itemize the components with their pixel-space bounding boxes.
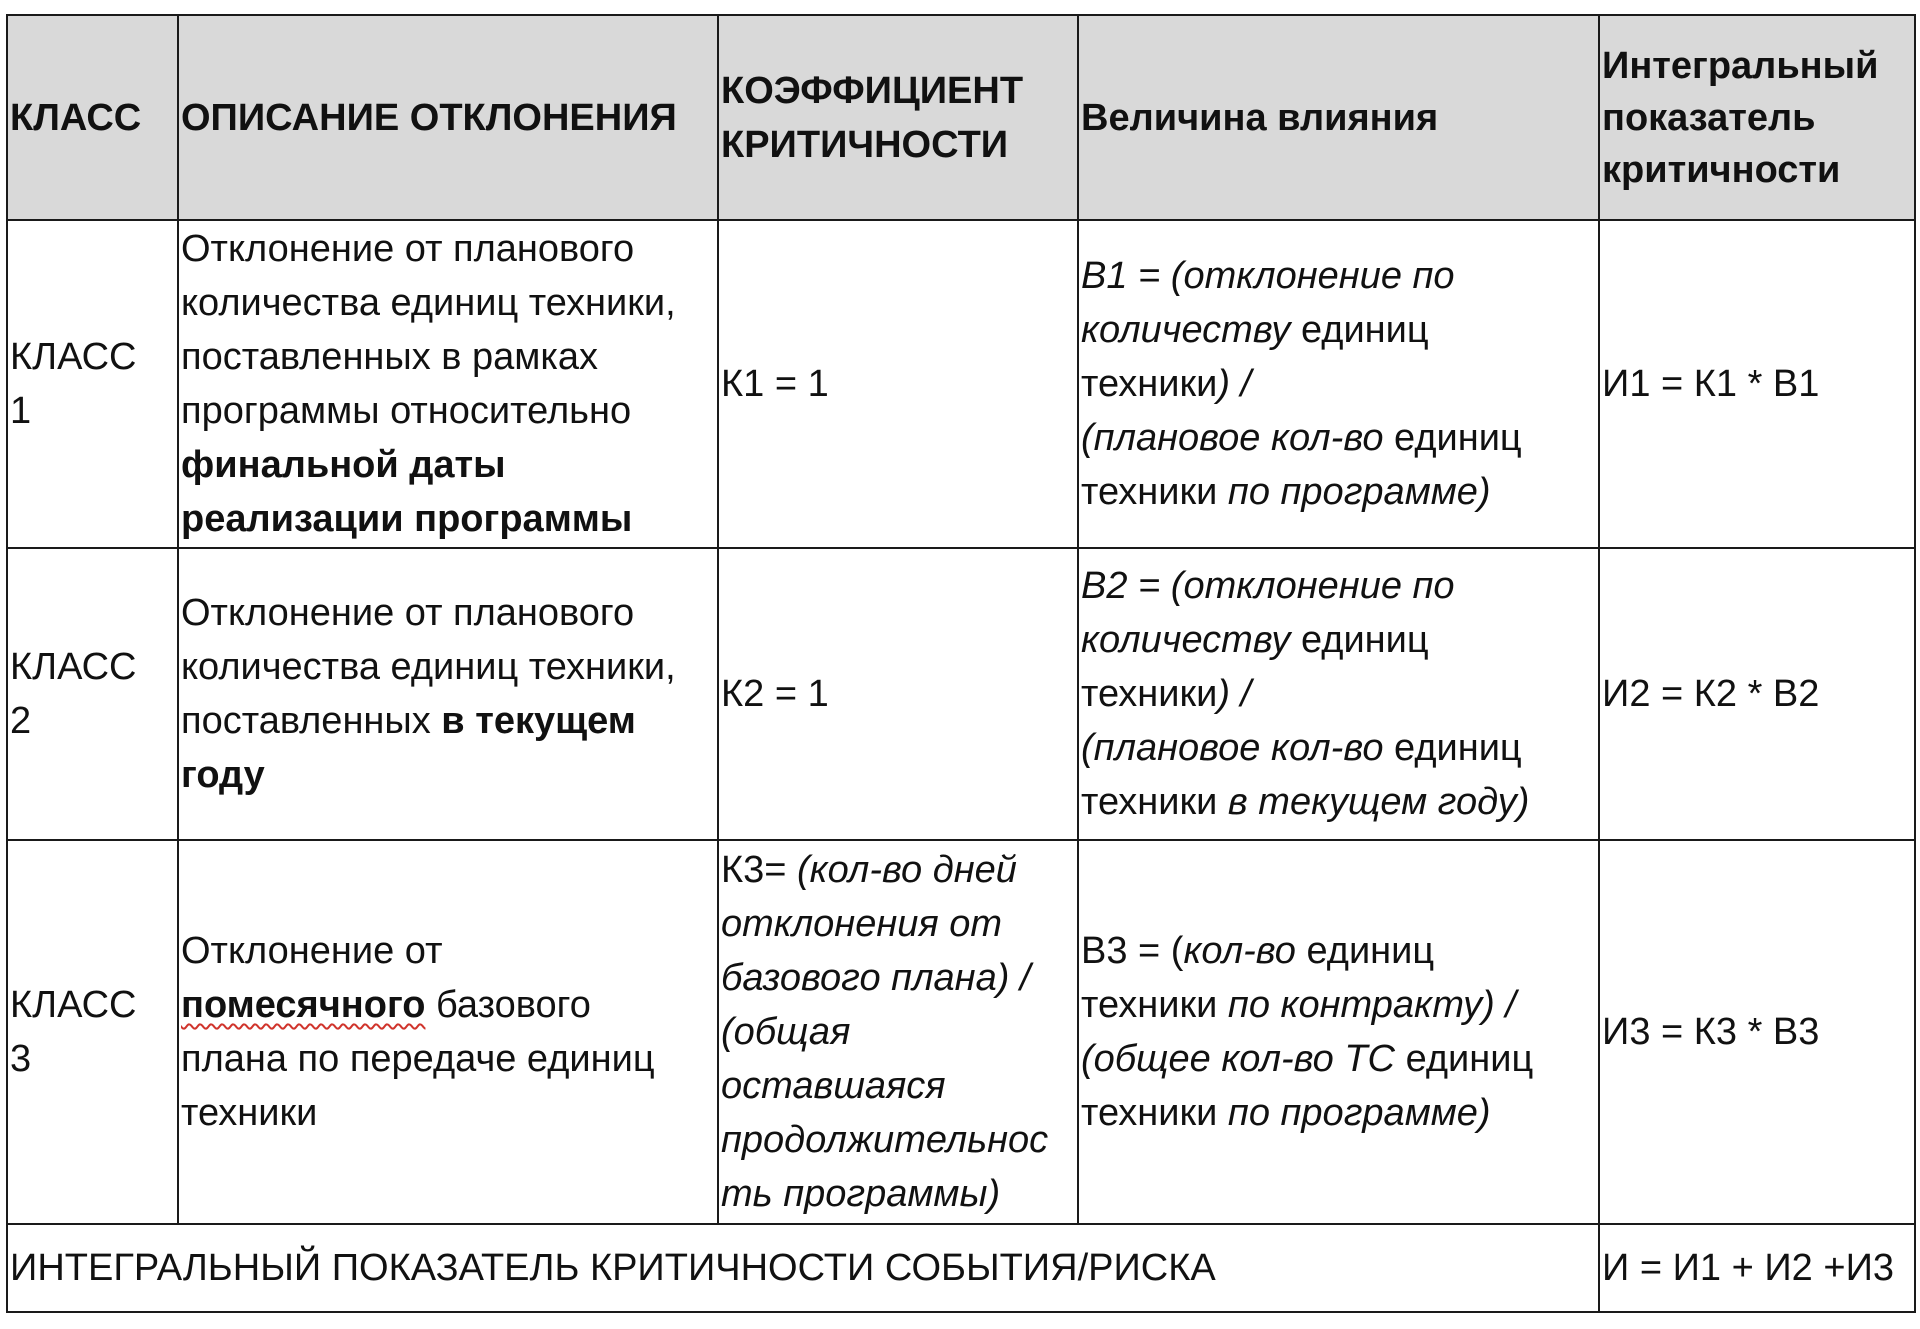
class-cell	[7, 840, 178, 1224]
description-line: поставленных в рамках	[181, 336, 599, 378]
impact-italic-part: количеству	[1081, 619, 1291, 661]
coefficient-line: отклонения от	[721, 903, 1003, 945]
coefficient-line: базового плана) /	[721, 957, 1031, 999]
integral-formula: И3 = К3 * В3	[1602, 1011, 1820, 1053]
class-label: КЛАСС	[10, 984, 137, 1026]
impact-normal-part: техники	[1081, 1092, 1228, 1134]
description-line: Отклонение от	[181, 930, 443, 972]
impact-italic-part: количеству	[1081, 309, 1291, 351]
impact-cell	[1078, 220, 1599, 548]
header-coefficient	[718, 15, 1078, 220]
impact-italic-part: по программе)	[1227, 471, 1491, 513]
description-cell	[178, 548, 718, 840]
description-normal-part: поставленных	[181, 700, 442, 742]
impact-normal-part: единиц	[1295, 930, 1435, 972]
header-integral-line: показатель	[1602, 96, 1816, 139]
class-number: 3	[10, 1038, 32, 1080]
impact-normal-part: В3 = (	[1081, 930, 1184, 972]
impact-italic-part: ) /	[1217, 363, 1252, 405]
table-row	[7, 220, 1915, 548]
class-cell	[7, 220, 178, 548]
impact-italic-part: в текущем году)	[1227, 781, 1530, 823]
description-line: техники	[181, 1092, 318, 1134]
impact-normal-part: единиц	[1290, 619, 1429, 661]
impact-cell	[1078, 548, 1599, 840]
coefficient-cell	[718, 840, 1078, 1224]
total-label-cell	[7, 1224, 1599, 1312]
class-label: КЛАСС	[10, 336, 137, 378]
impact-italic-part: кол-во	[1183, 930, 1296, 972]
description-line: количества единиц техники,	[181, 282, 676, 324]
impact-normal-part: единиц	[1383, 727, 1522, 769]
impact-normal-part: техники	[1081, 673, 1218, 715]
coefficient-italic-part: (кол-во дней	[797, 849, 1017, 891]
coefficient-line: (общая	[721, 1011, 851, 1053]
header-class-text: КЛАСС	[10, 96, 142, 139]
impact-line	[1081, 357, 1596, 411]
impact-line	[1081, 303, 1596, 357]
coefficient-formula: К2 = 1	[721, 673, 829, 715]
header-integral-line: критичности	[1602, 148, 1841, 191]
impact-line	[1081, 667, 1596, 721]
impact-italic-part: (плановое кол-во	[1081, 417, 1384, 459]
impact-italic-part: (общее кол-во ТС	[1081, 1038, 1396, 1080]
coefficient-line: ть программы)	[721, 1173, 1001, 1215]
description-line: Отклонение от планового	[181, 228, 635, 270]
coefficient-formula: К1 = 1	[721, 363, 829, 405]
coefficient-cell	[718, 220, 1078, 548]
header-coefficient-line: КРИТИЧНОСТИ	[721, 123, 1009, 166]
description-line-bold: финальной даты	[181, 444, 506, 486]
impact-italic-part: ) /	[1217, 673, 1252, 715]
description-line-bold: реализации программы	[181, 498, 633, 540]
coefficient-normal-part: К3=	[721, 849, 798, 891]
impact-normal-part: техники	[1081, 363, 1218, 405]
impact-line	[1081, 1086, 1596, 1140]
coefficient-line	[721, 843, 1075, 897]
class-cell	[7, 548, 178, 840]
integral-formula: И2 = К2 * В2	[1602, 673, 1820, 715]
description-cell	[178, 220, 718, 548]
total-label: ИНТЕГРАЛЬНЫЙ ПОКАЗАТЕЛЬ КРИТИЧНОСТИ СОБЫТИЯ/РИСКА	[10, 1247, 1216, 1289]
description-line: плана по передаче единиц	[181, 1038, 655, 1080]
impact-line	[1081, 1032, 1596, 1086]
impact-line	[1081, 775, 1596, 829]
description-line	[181, 694, 715, 748]
impact-line	[1081, 978, 1596, 1032]
total-formula-cell	[1599, 1224, 1915, 1312]
impact-line	[1081, 613, 1596, 667]
header-integral	[1599, 15, 1915, 220]
total-formula: И = И1 + И2 +И3	[1602, 1247, 1895, 1289]
coefficient-line: продолжительнос	[721, 1119, 1049, 1161]
impact-line: В2 = (отклонение по	[1081, 565, 1455, 607]
impact-normal-part: единиц	[1290, 309, 1429, 351]
integral-formula: И1 = К1 * В1	[1602, 363, 1820, 405]
coefficient-cell	[718, 548, 1078, 840]
impact-line	[1081, 924, 1596, 978]
impact-italic-part: по контракту) /	[1227, 984, 1516, 1026]
header-impact-text: Величина влияния	[1081, 96, 1439, 139]
description-line: программы относительно	[181, 390, 632, 432]
spellcheck-marked-word: помесячного	[181, 984, 426, 1026]
integral-cell	[1599, 220, 1915, 548]
description-normal-part: базового	[425, 984, 591, 1026]
description-line: Отклонение от планового	[181, 592, 635, 634]
integral-cell	[1599, 840, 1915, 1224]
table-row	[7, 840, 1915, 1224]
impact-italic-part: (плановое кол-во	[1081, 727, 1384, 769]
description-cell	[178, 840, 718, 1224]
description-line-bold: году	[181, 754, 265, 796]
description-bold-part: в текущем	[441, 700, 636, 742]
description-line	[181, 978, 715, 1032]
header-integral-line: Интегральный	[1602, 44, 1879, 87]
impact-normal-part: техники	[1081, 984, 1228, 1026]
impact-line	[1081, 721, 1596, 775]
description-line: количества единиц техники,	[181, 646, 676, 688]
header-class	[7, 15, 178, 220]
table-row	[7, 548, 1915, 840]
integral-cell	[1599, 548, 1915, 840]
class-number: 2	[10, 700, 32, 742]
impact-normal-part: единиц	[1383, 417, 1522, 459]
impact-line: В1 = (отклонение по	[1081, 255, 1455, 297]
table-header-row	[7, 15, 1915, 220]
impact-italic-part: по программе)	[1227, 1092, 1491, 1134]
impact-line	[1081, 411, 1596, 465]
header-coefficient-line: КОЭФФИЦИЕНТ	[721, 69, 1024, 112]
header-description	[178, 15, 718, 220]
coefficient-line: оставшаяся	[721, 1065, 946, 1107]
impact-normal-part: единиц	[1395, 1038, 1534, 1080]
header-impact	[1078, 15, 1599, 220]
impact-normal-part: техники	[1081, 781, 1228, 823]
class-number: 1	[10, 390, 32, 432]
class-label: КЛАСС	[10, 646, 137, 688]
criticality-table	[6, 14, 1916, 1313]
table-total-row	[7, 1224, 1915, 1312]
impact-normal-part: техники	[1081, 471, 1228, 513]
impact-cell	[1078, 840, 1599, 1224]
impact-line	[1081, 465, 1596, 519]
header-description-text: ОПИСАНИЕ ОТКЛОНЕНИЯ	[181, 96, 677, 139]
